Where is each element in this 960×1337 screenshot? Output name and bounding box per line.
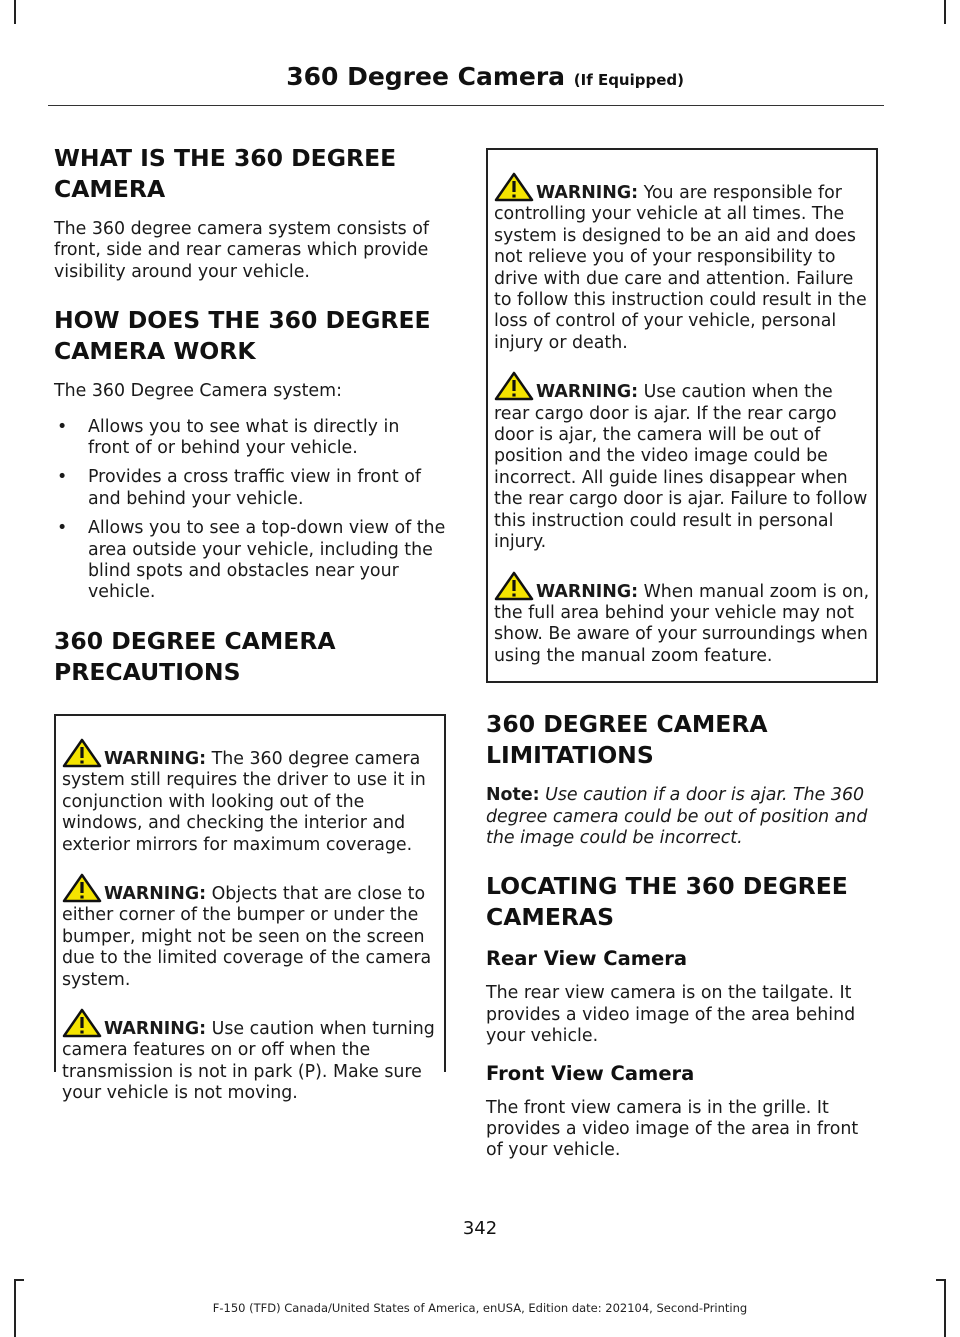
warning-triangle-icon	[494, 172, 534, 202]
warning-label: WARNING:	[536, 581, 639, 602]
section-heading-locating: LOCATING THE 360 DEGREE CAMERAS	[486, 872, 848, 932]
page-number: 342	[462, 1218, 498, 1239]
header-title: 360 Degree Camera	[286, 62, 566, 91]
warning-item: WARNING: Use caution when the rear cargo door is ajar. If the rear cargo door is ajar, the camera will be out of position and the video image could be incorrect. All guide lines disappear when the rear cargo door is ajar. Failure to follow this instruction could result in personal injury.	[494, 371, 870, 553]
warning-label: WARNING:	[536, 382, 639, 403]
list-item: • Provides a cross traffic view in front of and behind your vehicle.	[57, 467, 421, 509]
warning-item: WARNING: Objects that are close to either corner of the bumper or under the bumper, might not be seen on the screen due to the limited coverage of the camera system.	[62, 873, 438, 991]
warning-triangle-icon	[494, 571, 534, 601]
warning-label: WARNING:	[536, 183, 639, 203]
warning-item: WARNING: Use caution when turning camera features on or off when the transmission is not in park (P). Make sure your vehicle is not moving.	[62, 1008, 438, 1105]
page-header	[286, 62, 684, 91]
warning-box-system	[486, 148, 878, 683]
warning-label: WARNING:	[104, 883, 207, 904]
section-heading-limitations: 360 DEGREE CAMERA LIMITATIONS	[486, 710, 768, 770]
bullet: •	[57, 467, 68, 488]
rear-view-body: The rear view camera is on the tailgate. It provides a video image of the area behind your vehicle.	[486, 983, 856, 1047]
warning-triangle-icon	[62, 738, 102, 768]
what-is-body: The 360 degree camera system consists of front, side and rear cameras which provide visibility around your vehicle.	[54, 219, 430, 282]
section-heading-what-is: WHAT IS THE 360 DEGREE CAMERA	[54, 144, 397, 203]
header-subtitle: (If Equipped)	[573, 71, 684, 89]
crop-mark-top-left-vertical	[14, 0, 16, 24]
warning-label: WARNING:	[104, 1018, 207, 1039]
subheading-front-view: Front View Camera	[486, 1061, 695, 1085]
feature-list	[54, 417, 446, 604]
subheading-rear-view: Rear View Camera	[486, 947, 688, 971]
warning-item: WARNING: When manual zoom is on, the full area behind your vehicle may not show. Be aware of your surroundings when using the manual zoom feature.	[494, 571, 870, 668]
footer-edition: F-150 (TFD) Canada/United States of America, enUSA, Edition date: 202104, Second-Printing	[212, 1301, 748, 1315]
left-column	[54, 143, 446, 1104]
warning-box-precautions	[54, 714, 446, 1104]
list-item: • Allows you to see what is directly in front of or behind your vehicle.	[57, 416, 400, 459]
how-works-intro: The 360 Degree Camera system:	[54, 381, 342, 402]
crop-mark-bottom-right-horizontal	[936, 1279, 946, 1281]
header-rule	[48, 105, 884, 106]
warning-item: WARNING: You are responsible for controlling your vehicle at all times. The system is designed to be an aid and does not relieve you of your responsibility to drive with due care and attention. Failure to follow this instruction could result in the loss of control of your vehicle, personal injury or death.	[494, 172, 870, 354]
warning-item: WARNING: The 360 degree camera system still requires the driver to use it in conjunction with looking out of the windows, and checking the interior and exterior mirrors for maximum coverage.	[62, 738, 438, 856]
bullet: •	[57, 416, 68, 437]
crop-mark-top-right-vertical	[944, 0, 946, 24]
note-text: Use caution if a door is ajar. The 360 degree camera could be out of position and the image could be incorrect.	[486, 785, 868, 848]
note-label: Note:	[486, 785, 540, 806]
warning-triangle-icon	[62, 1008, 102, 1038]
front-view-body: The front view camera is in the grille. It provides a video image of the area in front of your vehicle.	[486, 1097, 859, 1161]
section-heading-precautions: 360 DEGREE CAMERA PRECAUTIONS	[54, 626, 336, 686]
crop-mark-bottom-left-horizontal	[14, 1279, 24, 1281]
limitations-note	[486, 785, 878, 849]
right-column	[486, 148, 878, 1176]
warning-triangle-icon	[62, 873, 102, 903]
warning-triangle-icon	[494, 371, 534, 401]
bullet: •	[57, 518, 68, 539]
list-item: • Allows you to see a top-down view of the area outside your vehicle, including the blind spots and obstacles near your vehicle.	[57, 518, 446, 603]
warning-label: WARNING:	[104, 748, 207, 769]
section-heading-how-works: HOW DOES THE 360 DEGREE CAMERA WORK	[54, 306, 431, 366]
